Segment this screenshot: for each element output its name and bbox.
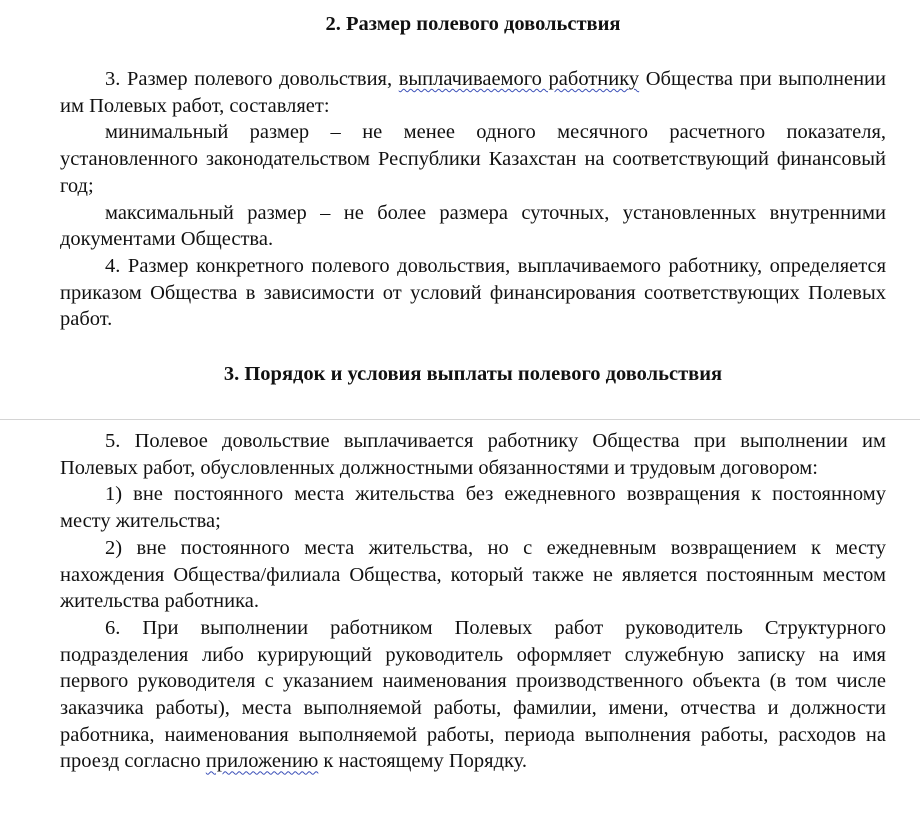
paragraph-3-end: Общества при выполнении им Полевых работ, составляет:: [60, 68, 886, 117]
spellcheck-underline[interactable]: выплачиваемого работнику: [398, 68, 640, 90]
paragraph-5: 5. Полевое довольствие выплачивается работнику Общества при выполнении им Полевых работ, обусловленных должностными обязанностями и трудовым договором:: [60, 430, 886, 479]
document-page-top: [60, 0, 886, 418]
paragraph-3: [60, 66, 886, 119]
paragraph-3-start: 3. Размер полевого довольствия,: [105, 68, 399, 90]
paragraph-4: 4. Размер конкретного полевого довольствия, выплачиваемого работнику, определяется приказом Общества в зависимости от условий финансирования соответствующих Полевых работ.: [60, 254, 886, 331]
section-3-heading: 3. Порядок и условия выплаты полевого довольствия: [223, 363, 723, 386]
section-2-heading: 2. Размер полевого довольствия: [325, 13, 621, 35]
paragraph-6-start: 6. При выполнении работником Полевых работ руководитель Структурного подразделения либо курирующий руководитель оформляет служебную записку на имя первого руководителя с указанием наименования производственного объекта (в том числе заказчика работы), места выполняемой работы, фамилии, имени, отчества и должности работника, наименования выполняемой работы, периода выполнения работы, расходов на проезд согласно: [60, 616, 886, 773]
paragraph-6-end: к настоящему Порядку.: [318, 750, 528, 773]
paragraph-3-min-size: минимальный размер – не менее одного месячного расчетного показателя, установленного законодательством Республики Казахстан на соответствующий финансовый год;: [60, 121, 886, 197]
spellcheck-underline-appendix[interactable]: приложению: [205, 750, 319, 773]
paragraph-5-item-1: 1) вне постоянного места жительства без ежедневного возвращения к постоянному месту жительства;: [60, 483, 886, 533]
paragraph-6: [60, 615, 886, 775]
document-page-bottom: [60, 422, 886, 830]
paragraph-5-item-2: 2) вне постоянного места жительства, но с ежедневным возвращением к месту нахождения Общества/филиала Общества, который также не является постоянным местом жительства работника.: [60, 536, 886, 613]
page-break-divider: [0, 419, 920, 420]
paragraph-3-max-size: максимальный размер – не более размера суточных, установленных внутренними документами Общества.: [60, 201, 886, 251]
